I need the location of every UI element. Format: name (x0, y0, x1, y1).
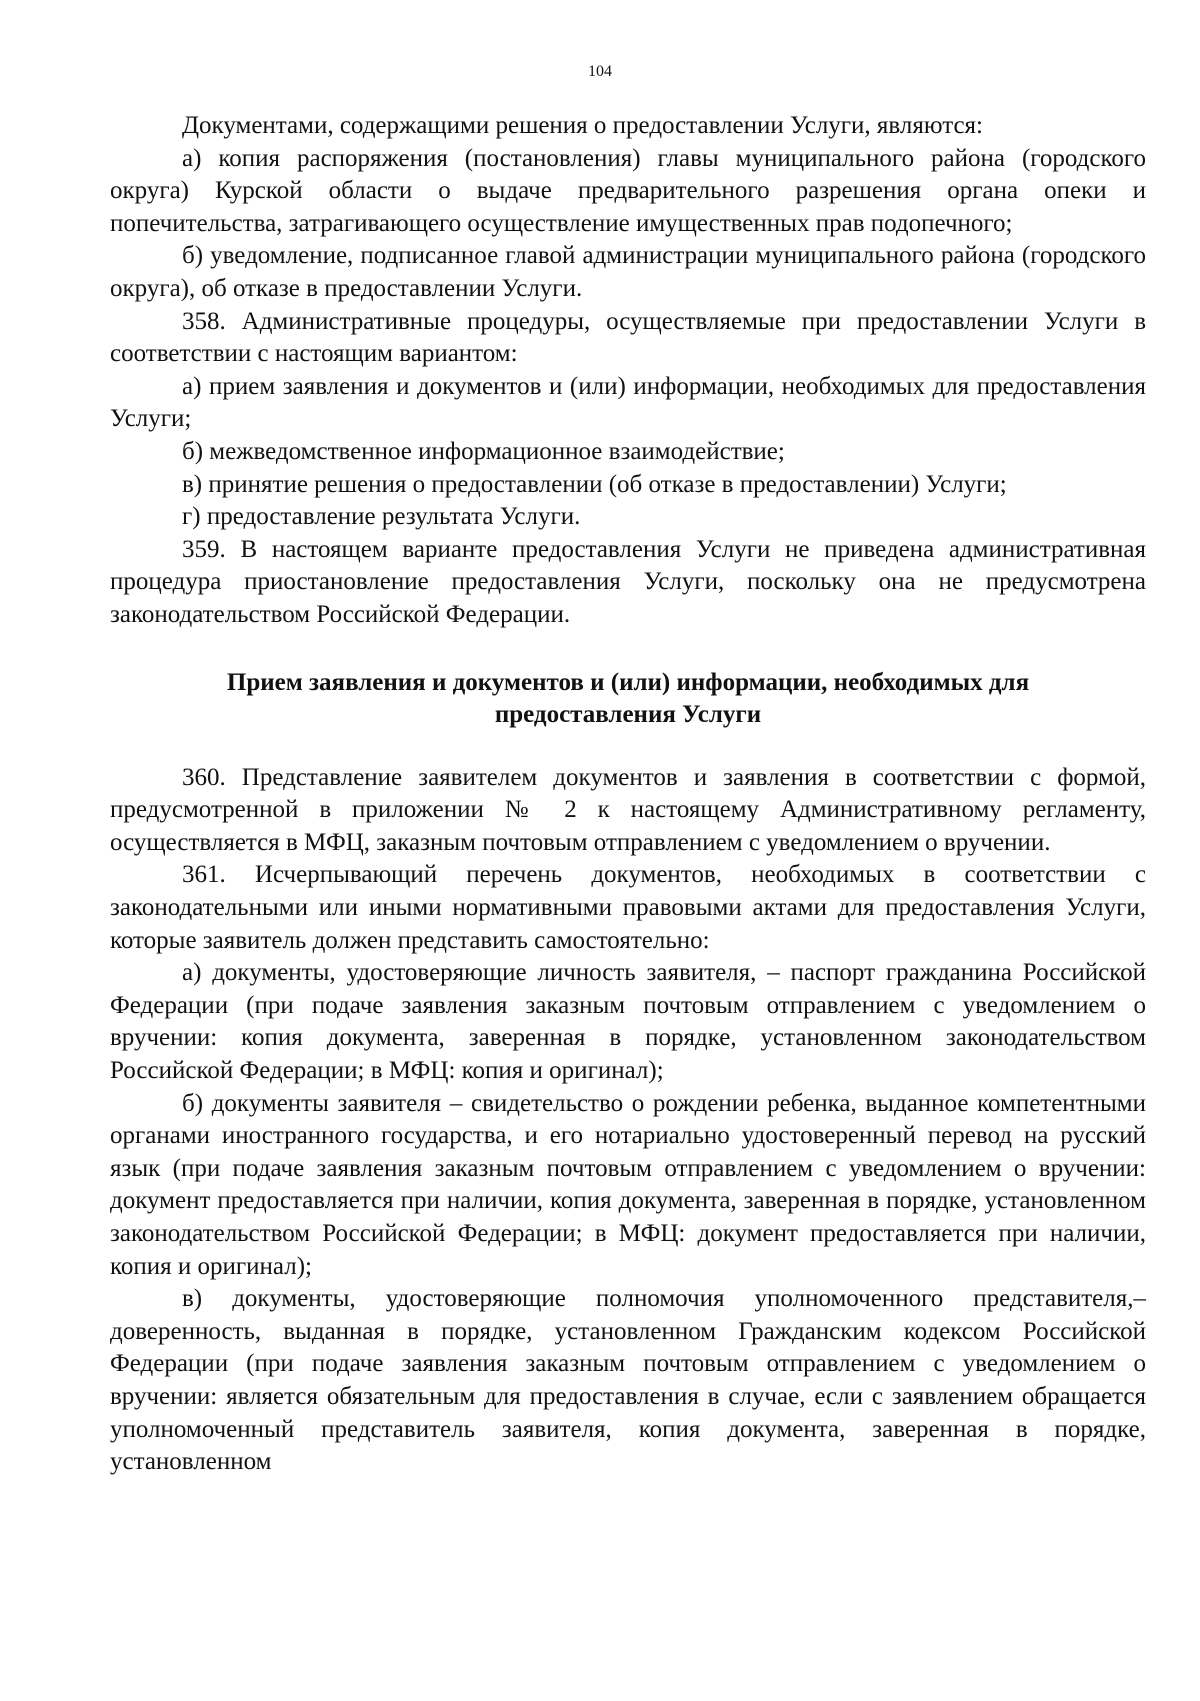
paragraph-item-b-decision: б) уведомление, подписанное главой администрации муниципального района (городского округа), об отказе в предоставлении Услуги. (110, 242, 1146, 302)
paragraph-361-a: а) документы, удостоверяющие личность заявителя, – паспорт гражданина Российской Федерации (при подаче заявления заказным почтовым отправлением с уведомлением о вручении: копия документа, заверенная в порядке, установленном законодательством Российской Федерации; в МФЦ: копия и оригинал); (110, 959, 1146, 1085)
paragraph-358-d: г) предоставление результата Услуги. (182, 503, 581, 531)
document-body (110, 110, 1146, 1479)
section-heading: Прием заявления и документов и (или) информации, необходимых для предоставления Услуги (226, 668, 1030, 729)
paragraph-359: 359. В настоящем варианте предоставления Услуги не приведена административная процедура приостановление предоставления Услуги, поскольку она не предусмотрена законодательством Российской Федерации. (110, 535, 1146, 628)
paragraph-361: 361. Исчерпывающий перечень документов, необходимых в соответствии с законодательными или иными нормативными правовыми актами для предоставления Услуги, которые заявитель должен представить самостоятельно: (110, 861, 1146, 954)
page-number: 104 (588, 63, 612, 80)
paragraph-360: 360. Представление заявителем документов и заявления в соответствии с формой, предусмотренной в приложении № 2 к настоящему Административному регламенту, осуществляется в МФЦ, заказным почтовым отправлением с уведомлением о вручении. (110, 763, 1146, 856)
paragraph-358-a: а) прием заявления и документов и (или) информации, необходимых для предоставления Услуги; (110, 372, 1146, 433)
paragraph-361-c: в) документы, удостоверяющие полномочия уполномоченного представителя,– доверенность, выданная в порядке, установленном Гражданским кодексом Российской Федерации (при подаче заявления заказным почтовым отправлением с уведомлением о вручении: является обязательным для предоставления в случае, если с заявлением обращается уполномоченный представитель заявителя, копия документа, заверенная в порядке, установленном (110, 1285, 1146, 1476)
paragraph-intro: Документами, содержащими решения о предоставлении Услуги, являются: (182, 112, 983, 139)
paragraph-358-b: б) межведомственное информационное взаимодействие; (182, 437, 785, 465)
paragraph-358: 358. Административные процедуры, осуществляемые при предоставлении Услуги в соответствии с настоящим вариантом: (110, 307, 1146, 368)
paragraph-item-a-decision: а) копия распоряжения (постановления) главы муниципального района (городского округа) Курской области о выдаче предварительного разрешения органа опеки и попечительства, затрагивающего осуществление имущественных прав подопечного; (110, 144, 1146, 237)
paragraph-361-b: б) документы заявителя – свидетельство о рождении ребенка, выданное компетентными органами иностранного государства, и его нотариально удостоверенный перевод на русский язык (при подаче заявления заказным почтовым отправлением с уведомлением о вручении: документ предоставляется при наличии, копия документа, заверенная в порядке, установленном законодательством Российской Федерации; в МФЦ: документ предоставляется при наличии, копия и оригинал); (110, 1089, 1146, 1280)
paragraph-358-c: в) принятие решения о предоставлении (об отказе в предоставлении) Услуги; (182, 470, 1007, 498)
